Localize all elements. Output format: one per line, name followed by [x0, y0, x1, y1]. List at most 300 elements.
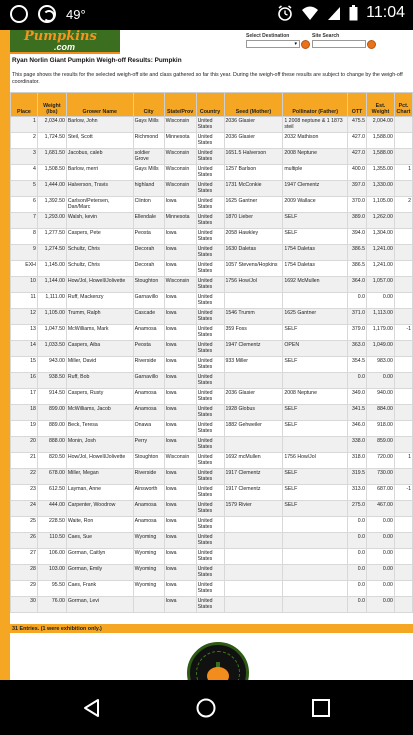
est-weight-cell: 884.00 [366, 405, 394, 421]
column-header[interactable]: City [133, 93, 164, 117]
site-search-go-button[interactable] [367, 40, 376, 49]
weight-cell: 103.00 [37, 565, 66, 581]
pollinator-cell: OPEN [283, 341, 348, 357]
pollinator-cell: SELF [283, 421, 348, 437]
ott-cell: 346.0 [348, 421, 367, 437]
pct-chart-cell [394, 437, 412, 453]
nav-bar [0, 680, 413, 735]
weight-cell: 444.00 [37, 501, 66, 517]
pollinator-cell: 1754 Daletas [283, 261, 348, 277]
seed-cell: 2036 Glasier [224, 133, 283, 149]
column-header[interactable]: Pct. Chart [394, 93, 412, 117]
weight-cell: 95.50 [37, 581, 66, 597]
weight-cell: 1,145.00 [37, 261, 66, 277]
pct-chart-cell [394, 565, 412, 581]
country-cell: United States [196, 501, 224, 517]
pumpkin-icon [207, 667, 229, 680]
pollinator-cell [283, 373, 348, 389]
state-cell: Wisconsin [164, 277, 196, 293]
table-row [11, 373, 413, 389]
pct-chart-cell [394, 277, 412, 293]
weight-cell: 1,033.50 [37, 341, 66, 357]
city-cell [133, 597, 164, 613]
place-cell: 28 [11, 565, 38, 581]
column-header[interactable]: Place [11, 93, 38, 117]
est-weight-cell: 1,049.00 [366, 341, 394, 357]
ott-cell: 427.0 [348, 149, 367, 165]
logo-text: Pumpkins [24, 30, 97, 44]
state-cell: Iowa [164, 309, 196, 325]
ott-cell: 386.5 [348, 261, 367, 277]
table-row [11, 181, 413, 197]
weight-cell: 1,277.50 [37, 229, 66, 245]
ott-cell: 386.5 [348, 245, 367, 261]
pct-chart-cell: 1 [394, 453, 412, 469]
column-header[interactable]: Pollinator (Father) [283, 93, 348, 117]
state-cell: Iowa [164, 389, 196, 405]
seed-cell: 1257 Barlson [224, 165, 283, 181]
city-cell: Ellendale [133, 213, 164, 229]
logo-sub: .com [54, 42, 76, 52]
weight-cell: 888.00 [37, 437, 66, 453]
place-cell: 8 [11, 229, 38, 245]
grower-name-cell: Beck, Teresa [66, 421, 133, 437]
est-weight-cell: 859.00 [366, 437, 394, 453]
grower-name-cell: Ruff, Mackenzy [66, 293, 133, 309]
est-weight-cell: 0.00 [366, 373, 394, 389]
table-row [11, 229, 413, 245]
pct-chart-cell [394, 405, 412, 421]
country-cell: United States [196, 421, 224, 437]
state-cell: Iowa [164, 373, 196, 389]
place-cell: 30 [11, 597, 38, 613]
place-cell: 2 [11, 133, 38, 149]
country-cell: United States [196, 469, 224, 485]
state-cell: Iowa [164, 437, 196, 453]
column-header[interactable]: Country [196, 93, 224, 117]
city-cell: Anamosa [133, 501, 164, 517]
table-row [11, 309, 413, 325]
pct-chart-cell [394, 309, 412, 325]
pct-chart-cell [394, 117, 412, 133]
city-cell: Gays Mills [133, 165, 164, 181]
grower-name-cell: Steil, Scott [66, 133, 133, 149]
grower-name-cell: Jacobus, caleb [66, 149, 133, 165]
site-search-label: Site Search [312, 33, 340, 39]
column-header[interactable]: Seed (Mother) [224, 93, 283, 117]
country-cell: United States [196, 277, 224, 293]
table-header-row [11, 93, 413, 117]
place-cell: 16 [11, 373, 38, 389]
intro-text: This page shows the results for the selected weigh-off site and class gathered so far this year. During the weigh-off these results are subject to change by the weigh-off coordinator. [12, 72, 403, 85]
seed-cell [224, 517, 283, 533]
grower-name-cell: Carpenter, Woodrow [66, 501, 133, 517]
weight-cell: 938.50 [37, 373, 66, 389]
seed-cell: 1579 Rivier [224, 501, 283, 517]
ott-cell: 363.0 [348, 341, 367, 357]
grower-name-cell: Gorman, Emily [66, 565, 133, 581]
grower-name-cell: Carlson/Petersen, Dan/Marc [66, 197, 133, 213]
results-table [10, 92, 413, 613]
pollinator-cell [283, 549, 348, 565]
est-weight-cell: 0.00 [366, 517, 394, 533]
grower-name-cell: Halverson, Travis [66, 181, 133, 197]
place-cell: 23 [11, 485, 38, 501]
seed-cell: 1756 How/Jol [224, 277, 283, 293]
city-cell: Decorah [133, 261, 164, 277]
weight-cell: 110.50 [37, 533, 66, 549]
weight-cell: 820.50 [37, 453, 66, 469]
seed-cell: 1870 Lieber [224, 213, 283, 229]
ott-cell: 354.5 [348, 357, 367, 373]
country-cell: United States [196, 309, 224, 325]
state-cell: Iowa [164, 357, 196, 373]
pollinator-cell [283, 581, 348, 597]
page-title: Ryan Norlin Giant Pumpkin Weigh-off Results: Pumpkin [12, 57, 182, 64]
grower-name-cell: Caes, Frank [66, 581, 133, 597]
state-cell: Iowa [164, 485, 196, 501]
est-weight-cell: 0.00 [366, 597, 394, 613]
pollinator-cell: 1754 Daletas [283, 245, 348, 261]
city-cell: Riverside [133, 357, 164, 373]
weight-cell: 228.50 [37, 517, 66, 533]
weight-cell: 612.50 [37, 485, 66, 501]
country-cell: United States [196, 165, 224, 181]
weight-cell: 1,508.50 [37, 165, 66, 181]
place-cell: 29 [11, 581, 38, 597]
est-weight-cell: 0.00 [366, 549, 394, 565]
country-cell: United States [196, 133, 224, 149]
seed-cell: 2036 Glasier [224, 389, 283, 405]
country-cell: United States [196, 229, 224, 245]
seed-cell: 933 Miller [224, 357, 283, 373]
recents-icon[interactable] [310, 697, 332, 719]
site-search-input[interactable] [312, 40, 366, 48]
est-weight-cell: 0.00 [366, 533, 394, 549]
pct-chart-cell [394, 341, 412, 357]
table-row [11, 565, 413, 581]
ott-cell: 394.0 [348, 229, 367, 245]
country-cell: United States [196, 597, 224, 613]
table-row [11, 485, 413, 501]
grower-name-cell: Waite, Ron [66, 517, 133, 533]
state-cell: Iowa [164, 293, 196, 309]
grower-name-cell: Caes, Sue [66, 533, 133, 549]
est-weight-cell: 940.00 [366, 389, 394, 405]
pollinator-cell: 1 2008 neptune & 1 1873 steil [283, 117, 348, 133]
table-row [11, 501, 413, 517]
state-cell: Iowa [164, 469, 196, 485]
state-cell: Iowa [164, 245, 196, 261]
table-row [11, 469, 413, 485]
back-icon[interactable] [81, 697, 103, 719]
column-header[interactable]: Est. Weight [366, 93, 394, 117]
country-cell: United States [196, 453, 224, 469]
weight-cell: 1,444.00 [37, 181, 66, 197]
state-cell: Wisconsin [164, 149, 196, 165]
grower-name-cell: Trumm, Ralph [66, 309, 133, 325]
state-cell: Wisconsin [164, 117, 196, 133]
grower-name-cell: McWilliams, Jacob [66, 405, 133, 421]
seed-cell: 1731 McConkie [224, 181, 283, 197]
pollinator-cell [283, 533, 348, 549]
city-cell: Anamosa [133, 405, 164, 421]
grower-name-cell: Barlow, John [66, 117, 133, 133]
place-cell: 6 [11, 197, 38, 213]
city-cell: Riverside [133, 469, 164, 485]
signal-icon [327, 5, 341, 21]
home-icon[interactable] [195, 697, 217, 719]
table-row [11, 261, 413, 277]
place-cell: 12 [11, 309, 38, 325]
status-bar-right [277, 4, 405, 22]
city-cell: Wyoming [133, 549, 164, 565]
table-row [11, 581, 413, 597]
state-cell: Iowa [164, 517, 196, 533]
pct-chart-cell: -1 [394, 485, 412, 501]
est-weight-cell: 1,355.00 [366, 165, 394, 181]
status-bar-left [10, 5, 86, 23]
wifi-icon [301, 5, 319, 21]
city-cell: Stoughton [133, 453, 164, 469]
ott-cell: 0.0 [348, 373, 367, 389]
state-cell: Iowa [164, 533, 196, 549]
grower-name-cell: Caspers, Pete [66, 229, 133, 245]
column-header[interactable]: Weight (lbs) [37, 93, 66, 117]
ott-cell: 275.0 [348, 501, 367, 517]
country-cell: United States [196, 533, 224, 549]
pollinator-cell [283, 597, 348, 613]
weight-cell: 1,047.50 [37, 325, 66, 341]
pct-chart-cell: -1 [394, 325, 412, 341]
est-weight-cell: 1,105.00 [366, 197, 394, 213]
column-header[interactable]: OTT [348, 93, 367, 117]
pollinator-cell: 2032 Mathison [283, 133, 348, 149]
seed-cell: 1057 Stevens/Hopkins [224, 261, 283, 277]
pct-chart-cell [394, 533, 412, 549]
pollinator-cell [283, 293, 348, 309]
table-row [11, 357, 413, 373]
pollinator-cell: SELF [283, 357, 348, 373]
seed-cell [224, 565, 283, 581]
place-cell: 21 [11, 453, 38, 469]
ott-cell: 338.0 [348, 437, 367, 453]
seed-cell: 1630 Daletas [224, 245, 283, 261]
seed-cell: 359 Foss [224, 325, 283, 341]
pollinator-cell: 1756 How/Jol [283, 453, 348, 469]
seed-cell [224, 549, 283, 565]
state-cell: Iowa [164, 261, 196, 277]
city-cell: Onawa [133, 421, 164, 437]
seed-cell [224, 597, 283, 613]
column-header[interactable]: State/Prov [164, 93, 196, 117]
place-cell: 11 [11, 293, 38, 309]
weight-cell: 943.00 [37, 357, 66, 373]
grower-name-cell: Walsh, kevin [66, 213, 133, 229]
table-row [11, 213, 413, 229]
ott-cell: 0.0 [348, 597, 367, 613]
pct-chart-cell [394, 581, 412, 597]
est-weight-cell: 1,241.00 [366, 261, 394, 277]
pollinator-cell [283, 565, 348, 581]
table-row [11, 405, 413, 421]
site-header [10, 30, 413, 54]
pollinator-cell: 1625 Gantner [283, 309, 348, 325]
place-cell: 14 [11, 341, 38, 357]
country-cell: United States [196, 581, 224, 597]
grower-name-cell: Layman, Anne [66, 485, 133, 501]
state-cell: Iowa [164, 549, 196, 565]
table-row [11, 421, 413, 437]
grower-name-cell: Gorman, Levi [66, 597, 133, 613]
state-cell: Iowa [164, 421, 196, 437]
ott-cell: 318.0 [348, 453, 367, 469]
est-weight-cell: 1,330.00 [366, 181, 394, 197]
est-weight-cell: 1,262.00 [366, 213, 394, 229]
weight-cell: 1,724.50 [37, 133, 66, 149]
place-cell: 20 [11, 437, 38, 453]
table-row [11, 245, 413, 261]
city-cell: Decorah [133, 245, 164, 261]
country-cell: United States [196, 245, 224, 261]
seed-cell: 1947 Clementz [224, 341, 283, 357]
pct-chart-cell: 2 [394, 197, 412, 213]
entries-summary: 31 Entries. (1 were exhibition only.) [10, 624, 413, 633]
est-weight-cell: 467.00 [366, 501, 394, 517]
state-cell: Iowa [164, 229, 196, 245]
pct-chart-cell [394, 501, 412, 517]
ott-cell: 349.0 [348, 389, 367, 405]
country-cell: United States [196, 149, 224, 165]
grower-name-cell: Barlow, merri [66, 165, 133, 181]
select-destination-label: Select Destination [246, 33, 290, 39]
ott-cell: 341.5 [348, 405, 367, 421]
ott-cell: 371.0 [348, 309, 367, 325]
est-weight-cell: 1,304.00 [366, 229, 394, 245]
seed-cell: 2036 Glasier [224, 117, 283, 133]
ott-cell: 0.0 [348, 549, 367, 565]
pollinator-cell: 2008 Neptune [283, 149, 348, 165]
seed-cell: 1917 Clementz [224, 469, 283, 485]
pollinator-cell: SELF [283, 501, 348, 517]
seed-cell: 1546 Trumm [224, 309, 283, 325]
column-header[interactable]: Grower Name [66, 93, 133, 117]
est-weight-cell: 730.00 [366, 469, 394, 485]
place-cell: 1 [11, 117, 38, 133]
ott-cell: 400.0 [348, 165, 367, 181]
pollinator-cell: SELF [283, 325, 348, 341]
ott-cell: 0.0 [348, 581, 367, 597]
great-pumpkin-logo [187, 642, 249, 680]
site-logo[interactable] [10, 30, 120, 54]
destination-go-button[interactable] [301, 40, 310, 49]
pollinator-cell: SELF [283, 469, 348, 485]
grower-name-cell: Caspers, Rusty [66, 389, 133, 405]
destination-select[interactable] [246, 40, 300, 48]
country-cell: United States [196, 437, 224, 453]
city-cell: Clinton [133, 197, 164, 213]
table-row [11, 133, 413, 149]
seed-cell: 2058 Hawkley [224, 229, 283, 245]
pollinator-cell [283, 437, 348, 453]
country-cell: United States [196, 341, 224, 357]
city-cell: Anamosa [133, 389, 164, 405]
place-cell: 9 [11, 245, 38, 261]
weight-cell: 1,274.50 [37, 245, 66, 261]
ott-cell: 427.0 [348, 133, 367, 149]
place-cell: 25 [11, 517, 38, 533]
pct-chart-cell [394, 389, 412, 405]
table-row [11, 293, 413, 309]
est-weight-cell: 2,004.00 [366, 117, 394, 133]
results-body [11, 117, 413, 613]
est-weight-cell: 1,241.00 [366, 245, 394, 261]
pct-chart-cell [394, 261, 412, 277]
est-weight-cell: 1,113.00 [366, 309, 394, 325]
est-weight-cell: 0.00 [366, 565, 394, 581]
city-cell: Cascade [133, 309, 164, 325]
place-cell: 19 [11, 421, 38, 437]
grower-name-cell: Gorman, Caitlyn [66, 549, 133, 565]
seed-cell: 1625 Gantner [224, 197, 283, 213]
country-cell: United States [196, 197, 224, 213]
weight-cell: 678.00 [37, 469, 66, 485]
pollinator-cell: 1947 Clementz [283, 181, 348, 197]
place-cell: 15 [11, 357, 38, 373]
weight-cell: 1,293.00 [37, 213, 66, 229]
place-cell: 13 [11, 325, 38, 341]
state-cell: Minnesota [164, 133, 196, 149]
alarm-clock-icon [277, 4, 293, 22]
ott-cell: 379.0 [348, 325, 367, 341]
pollinator-cell: SELF [283, 405, 348, 421]
table-row [11, 325, 413, 341]
ott-cell: 313.0 [348, 485, 367, 501]
pct-chart-cell [394, 133, 412, 149]
table-row [11, 197, 413, 213]
grower-name-cell: Miller, Megan [66, 469, 133, 485]
place-cell: 10 [11, 277, 38, 293]
est-weight-cell: 720.00 [366, 453, 394, 469]
ott-cell: 0.0 [348, 565, 367, 581]
city-cell: Perry [133, 437, 164, 453]
pct-chart-cell [394, 293, 412, 309]
est-weight-cell: 1,179.00 [366, 325, 394, 341]
table-row [11, 389, 413, 405]
table-row [11, 517, 413, 533]
weight-cell: 76.00 [37, 597, 66, 613]
pct-chart-cell [394, 373, 412, 389]
country-cell: United States [196, 373, 224, 389]
chevron-down-icon: ▾ [294, 41, 297, 47]
pollinator-cell [283, 517, 348, 533]
grower-name-cell: Ruff, Bob [66, 373, 133, 389]
state-cell: Iowa [164, 501, 196, 517]
seed-cell [224, 373, 283, 389]
seed-cell [224, 581, 283, 597]
weight-cell: 1,111.00 [37, 293, 66, 309]
ott-cell: 319.5 [348, 469, 367, 485]
sync-ring-icon [38, 5, 56, 23]
table-row [11, 165, 413, 181]
pct-chart-cell [394, 421, 412, 437]
pct-chart-cell [394, 597, 412, 613]
pollinator-cell: 2008 Neptune [283, 389, 348, 405]
pollinator-cell: multiple [283, 165, 348, 181]
country-cell: United States [196, 549, 224, 565]
pct-chart-cell [394, 213, 412, 229]
place-cell: 17 [11, 389, 38, 405]
